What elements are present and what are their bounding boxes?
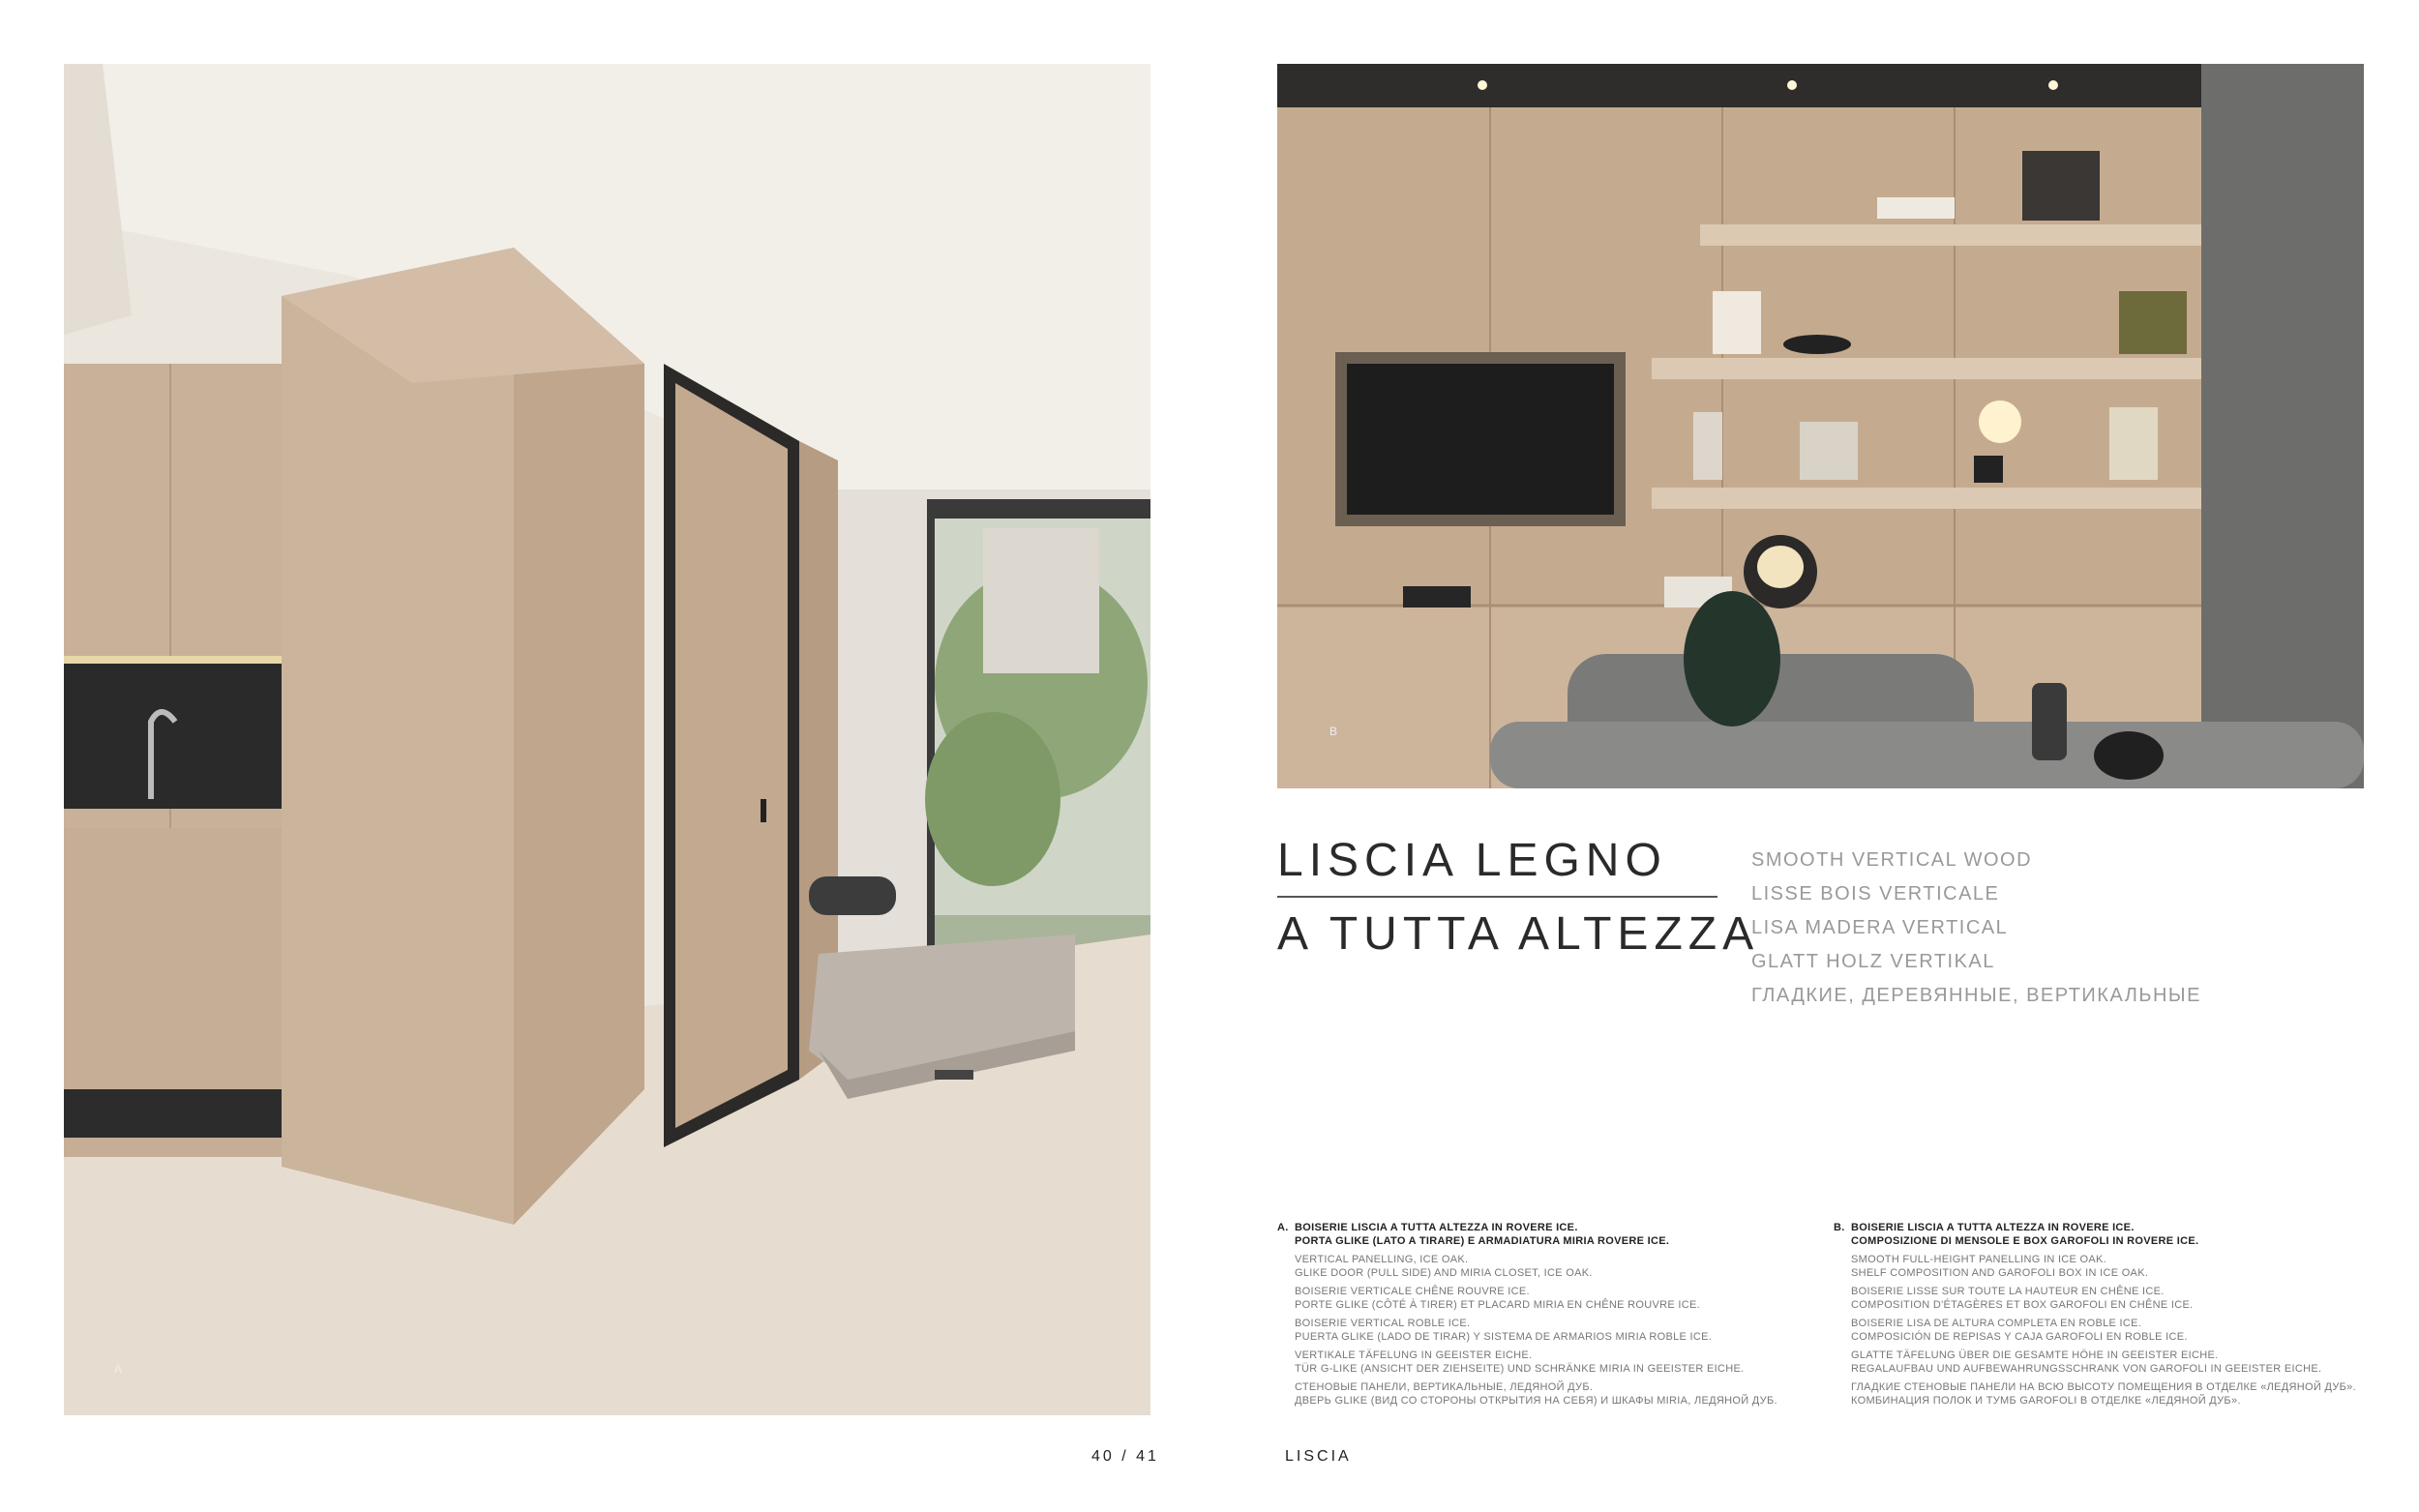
- caption-line: SHELF COMPOSITION AND GAROFOLI BOX IN ICE OAK.: [1851, 1267, 2149, 1279]
- photo-a-label: A: [114, 1362, 123, 1376]
- caption-b-spanish: [1851, 1317, 2375, 1344]
- caption-b-russian: [1851, 1380, 2375, 1408]
- caption-line: COMPOSICIÓN DE REPISAS Y CAJA GAROFOLI EN ROBLE ICE.: [1851, 1331, 2188, 1343]
- translation-ru: ГЛАДКИЕ, ДЕРЕВЯННЫЕ, ВЕРТИКАЛЬНЫЕ: [1751, 985, 2201, 1006]
- caption-a-french: [1295, 1285, 1819, 1312]
- caption-b-german: [1851, 1349, 2375, 1376]
- caption-a-letter: A.: [1277, 1222, 1289, 1233]
- title-line-1: LISCIA LEGNO: [1277, 835, 1667, 886]
- caption-line: VERTIKALE TÄFELUNG IN GEEISTER EICHE.: [1295, 1349, 1533, 1361]
- caption-b-heading: [1834, 1221, 2375, 1248]
- caption-line: TÜR G-LIKE (ANSICHT DER ZIEHSEITE) UND SCHRÄNKE MIRIA IN GEEISTER EICHE.: [1295, 1363, 1745, 1375]
- caption-a-russian: [1295, 1380, 1819, 1408]
- caption-line: GLATTE TÄFELUNG ÜBER DIE GESAMTE HÖHE IN GEEISTER EICHE.: [1851, 1349, 2219, 1361]
- caption-a: [1277, 1221, 1819, 1408]
- caption-b-letter: B.: [1834, 1222, 1845, 1233]
- caption-line: КОМБИНАЦИЯ ПОЛОК И ТУМБ GAROFOLI В ОТДЕЛКЕ «ЛЕДЯНОЙ ДУБ».: [1851, 1395, 2241, 1407]
- translation-en: SMOOTH VERTICAL WOOD: [1751, 849, 2033, 871]
- caption-line: BOISERIE VERTICAL ROBLE ICE.: [1295, 1318, 1471, 1329]
- caption-line: BOISERIE LISSE SUR TOUTE LA HAUTEUR EN CHÊNE ICE.: [1851, 1286, 2165, 1297]
- section-name: LISCIA: [1285, 1448, 1352, 1465]
- caption-line: PUERTA GLIKE (LADO DE TIRAR) Y SISTEMA DE ARMARIOS MIRIA ROBLE ICE.: [1295, 1331, 1713, 1343]
- caption-line: GLIKE DOOR (PULL SIDE) AND MIRIA CLOSET, ICE OAK.: [1295, 1267, 1593, 1279]
- caption-line: ГЛАДКИЕ СТЕНОВЫЕ ПАНЕЛИ НА ВСЮ ВЫСОТУ ПОМЕЩЕНИЯ В ОТДЕЛКЕ «ЛЕДЯНОЙ ДУБ».: [1851, 1381, 2356, 1393]
- caption-b: [1834, 1221, 2375, 1408]
- caption-a-german: [1295, 1349, 1819, 1376]
- caption-line: REGALAUFBAU UND AUFBEWAHRUNGSSCHRANK VON GAROFOLI IN GEEISTER EICHE.: [1851, 1363, 2322, 1375]
- translation-de: GLATT HOLZ VERTIKAL: [1751, 951, 1995, 972]
- caption-a-head-line-1: BOISERIE LISCIA A TUTTA ALTEZZA IN ROVERE ICE.: [1295, 1222, 1578, 1233]
- photo-a-illustration: [64, 64, 1150, 1415]
- translation-es: LISA MADERA VERTICAL: [1751, 917, 2009, 938]
- caption-b-head-line-1: BOISERIE LISCIA A TUTTA ALTEZZA IN ROVERE ICE.: [1851, 1222, 2135, 1233]
- caption-line: ДВЕРЬ GLIKE (ВИД СО СТОРОНЫ ОТКРЫТИЯ НА СЕБЯ) И ШКАФЫ MIRIA, ЛЕДЯНОЙ ДУБ.: [1295, 1395, 1777, 1407]
- title-translations: [1751, 844, 2201, 1013]
- caption-line: СТЕНОВЫЕ ПАНЕЛИ, ВЕРТИКАЛЬНЫЕ, ЛЕДЯНОЙ ДУБ.: [1295, 1381, 1594, 1393]
- translation-fr: LISSE BOIS VERTICALE: [1751, 883, 2000, 904]
- caption-line: VERTICAL PANELLING, ICE OAK.: [1295, 1254, 1469, 1265]
- caption-a-english: [1295, 1253, 1819, 1280]
- page-number: 40 / 41: [1091, 1448, 1159, 1465]
- caption-line: COMPOSITION D'ÉTAGÈRES ET BOX GAROFOLI EN CHÊNE ICE.: [1851, 1299, 2194, 1311]
- caption-a-spanish: [1295, 1317, 1819, 1344]
- photo-b-label: B: [1329, 725, 1338, 738]
- caption-line: BOISERIE VERTICALE CHÊNE ROUVRE ICE.: [1295, 1286, 1530, 1297]
- caption-line: BOISERIE LISA DE ALTURA COMPLETA EN ROBLE ICE.: [1851, 1318, 2142, 1329]
- caption-line: PORTE GLIKE (CÔTÉ À TIRER) ET PLACARD MIRIA EN CHÊNE ROUVRE ICE.: [1295, 1299, 1700, 1311]
- caption-a-head-line-2: PORTA GLIKE (LATO A TIRARE) E ARMADIATURA MIRIA ROVERE ICE.: [1295, 1235, 1670, 1247]
- photo-a: [64, 64, 1150, 1415]
- caption-b-head-line-2: COMPOSIZIONE DI MENSOLE E BOX GAROFOLI IN ROVERE ICE.: [1851, 1235, 2199, 1247]
- title-line-2: A TUTTA ALTEZZA: [1277, 908, 1760, 960]
- caption-line: SMOOTH FULL-HEIGHT PANELLING IN ICE OAK.: [1851, 1254, 2107, 1265]
- photo-b: [1277, 64, 2364, 788]
- caption-b-french: [1851, 1285, 2375, 1312]
- title-divider: [1277, 896, 1717, 898]
- caption-a-heading: [1277, 1221, 1819, 1248]
- section-title: [1277, 832, 1760, 964]
- photo-b-illustration: [1277, 64, 2364, 788]
- caption-b-english: [1851, 1253, 2375, 1280]
